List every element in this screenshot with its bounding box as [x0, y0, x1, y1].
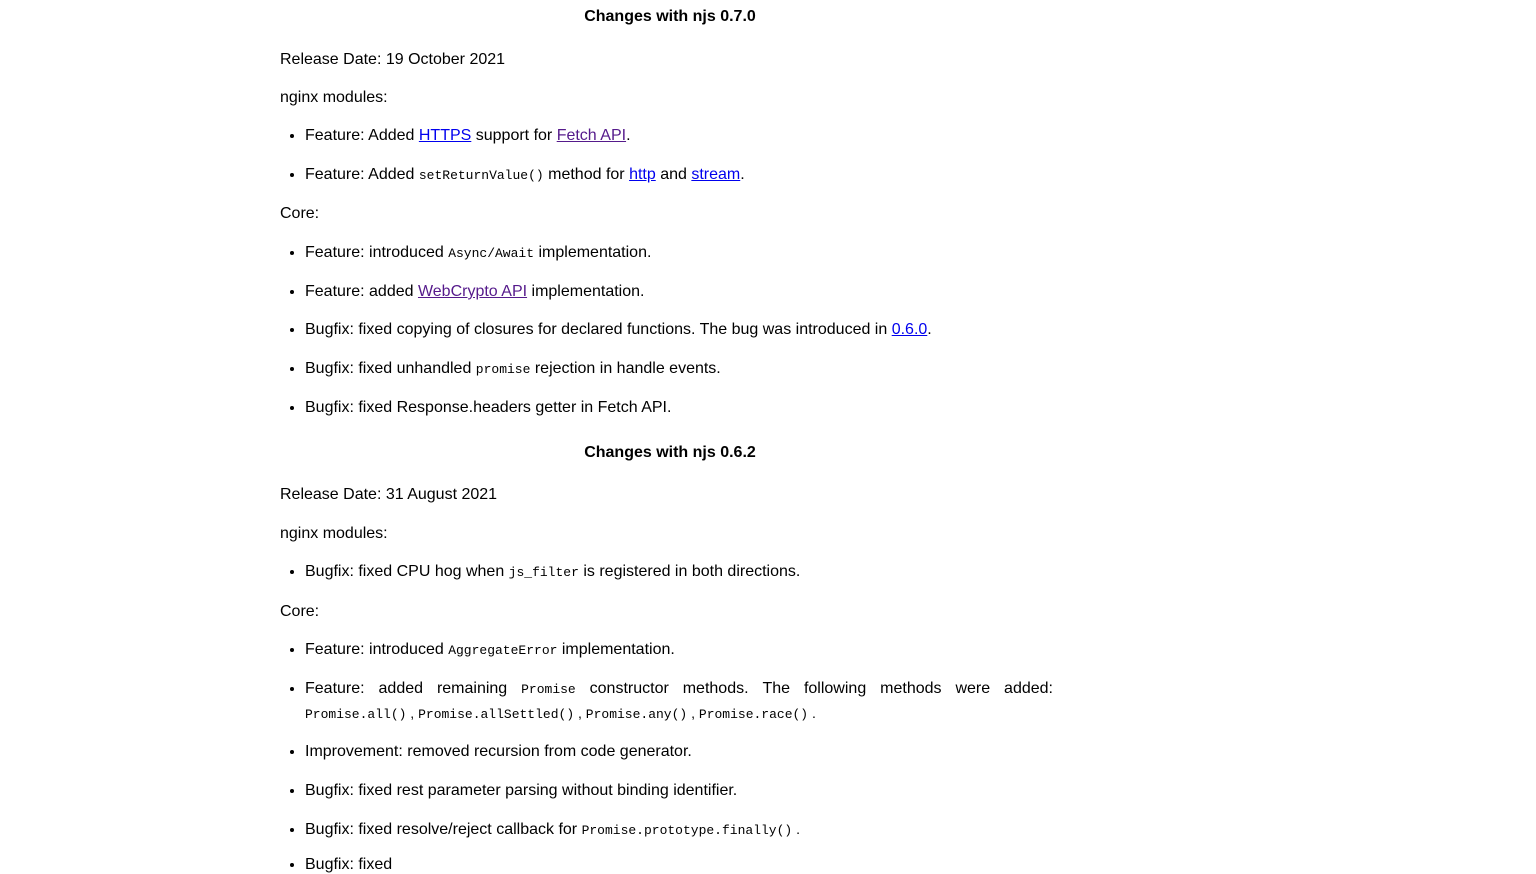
item-text: method for: [543, 166, 630, 183]
nginx-modules-label-062: nginx modules:: [280, 525, 388, 542]
justified-line: [305, 680, 1053, 699]
code-promise-finally: Promise.prototype.finally(): [581, 823, 793, 838]
item-word: following: [803, 680, 867, 697]
core-list-070-b: [280, 283, 644, 301]
core-list-070-e: [280, 399, 671, 417]
core-list-062-d: [280, 782, 737, 800]
item-word: added: [378, 680, 424, 697]
list-item: • Bugfix: fixed rest parameter parsing without binding identifier.: [305, 782, 737, 800]
item-text: Feature: introduced: [305, 244, 449, 261]
code-aggregateerror: AggregateError: [448, 643, 558, 658]
core-list-062-e: [280, 820, 800, 840]
list-item: [305, 563, 800, 582]
code-promise-class: Promise: [521, 682, 576, 697]
item-text: implementation.: [557, 641, 675, 658]
item-text: implementation.: [527, 283, 645, 300]
nginx-modules-list-070: [280, 127, 1065, 145]
fetch-api-link[interactable]: Fetch API: [556, 127, 627, 144]
list-item: [305, 127, 1065, 145]
item-word: • Feature:: [305, 680, 365, 697]
code-promise: promise: [475, 362, 531, 377]
list-item: [305, 360, 721, 379]
item-text: rejection in handle events.: [530, 360, 721, 377]
version-060-link[interactable]: 0.6.0: [891, 321, 928, 338]
https-link[interactable]: HTTPS: [418, 127, 472, 144]
code-setreturnvalue: setReturnValue(): [418, 168, 544, 183]
item-word: methods.: [682, 680, 749, 697]
item-text: .: [927, 321, 932, 338]
item-text: support for: [471, 127, 557, 144]
item-word: added:: [1004, 680, 1053, 697]
item-text: Bugfix: fixed copying of closures for declared functions. The bug was introduced in: [305, 321, 892, 338]
http-link[interactable]: http: [629, 166, 656, 183]
nginx-modules-list-070-b: [280, 166, 1065, 185]
item-text: Bugfix: fixed resolve/reject callback for: [305, 821, 582, 838]
code-promise-race: Promise.race(): [698, 707, 809, 722]
core-list-070-a: [280, 244, 651, 263]
core-label-062: Core:: [280, 603, 320, 620]
item-text: implementation.: [534, 244, 652, 261]
item-word: methods: [880, 680, 942, 697]
item-text: Feature: introduced: [305, 641, 449, 658]
item-word: were: [955, 680, 991, 697]
nginx-modules-list-062: [280, 563, 800, 582]
core-list-070-d: [280, 360, 721, 379]
nginx-modules-label-070: nginx modules:: [280, 89, 388, 106]
core-list-062-c: [280, 743, 692, 761]
item-text: is registered in both directions.: [578, 563, 801, 580]
item-text: .: [740, 166, 745, 183]
code-js-filter: js_filter: [508, 565, 579, 580]
item-word: remaining: [436, 680, 508, 697]
section-title-070: Changes with njs 0.7.0: [584, 8, 756, 25]
separator: .: [808, 705, 816, 721]
item-text: Feature: Added: [305, 166, 419, 183]
list-item: [305, 321, 932, 339]
promise-methods-line: [305, 704, 1053, 724]
list-item: • Bugfix: fixed: [305, 856, 392, 874]
core-label-070: Core:: [280, 205, 320, 222]
item-word: The: [762, 680, 791, 697]
release-date-062: Release Date: 31 August 2021: [280, 486, 498, 503]
code-async-await: Async/Await: [448, 246, 535, 261]
webcrypto-api-link[interactable]: WebCrypto API: [417, 283, 528, 300]
item-text: and: [655, 166, 692, 183]
list-item: • Improvement: removed recursion from code generator.: [305, 743, 692, 761]
release-date-070: Release Date: 19 October 2021: [280, 51, 506, 68]
code-promise-allsettled: Promise.allSettled(): [418, 707, 575, 722]
list-item: [305, 820, 800, 840]
section-title-062: Changes with njs 0.6.2: [584, 444, 756, 461]
core-list-062-f: [280, 856, 392, 874]
item-word: constructor: [589, 680, 669, 697]
list-item: [305, 680, 1053, 724]
list-item: • Bugfix: fixed Response.headers getter in Fetch API.: [305, 399, 671, 417]
separator: ,: [574, 705, 586, 721]
item-text: .: [792, 821, 800, 837]
separator: ,: [406, 705, 419, 721]
list-item: [305, 641, 675, 660]
list-item: [305, 244, 651, 263]
item-text: Feature: added: [305, 283, 418, 300]
item-text: .: [626, 127, 631, 144]
core-list-070-c: [280, 321, 932, 339]
stream-link[interactable]: stream: [691, 166, 741, 183]
item-text: Bugfix: fixed unhandled: [305, 360, 476, 377]
code-promise-all: Promise.all(): [305, 707, 407, 722]
list-item: [305, 166, 1065, 185]
core-list-062-b: [280, 680, 1053, 724]
separator: ,: [687, 705, 699, 721]
core-list-062-a: [280, 641, 675, 660]
item-text: Bugfix: fixed CPU hog when: [305, 563, 509, 580]
item-text: Feature: Added: [305, 127, 419, 144]
code-promise-any: Promise.any(): [585, 707, 688, 722]
list-item: [305, 283, 644, 301]
